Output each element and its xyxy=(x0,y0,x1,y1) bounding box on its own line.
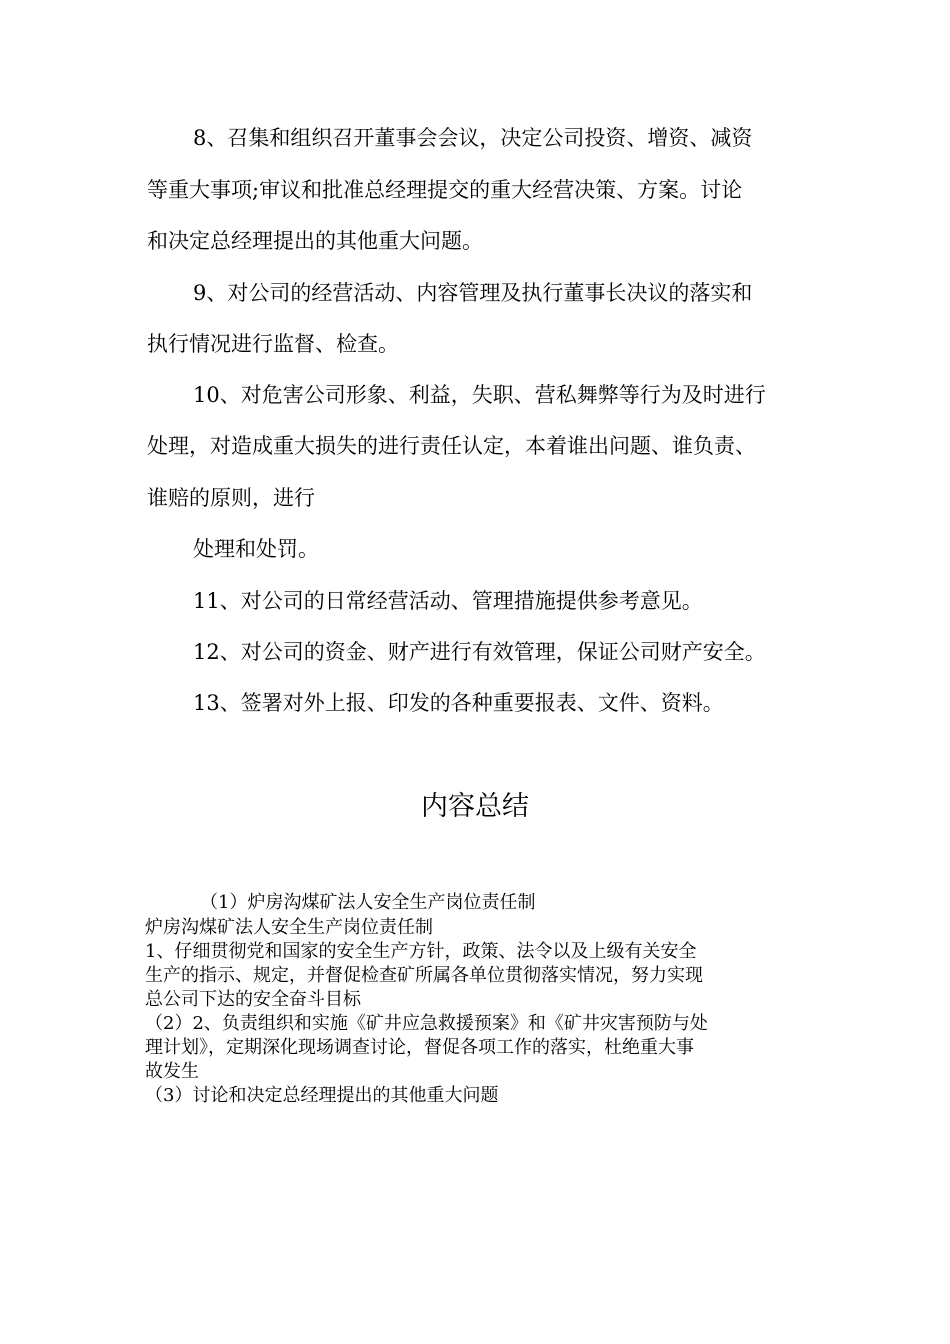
paragraph-9-line-2: 执行情况进行监督、检查。 xyxy=(147,332,399,356)
summary-line-2: 炉房沟煤矿法人安全生产岗位责任制 xyxy=(145,917,433,938)
summary-line-3: 1、仔细贯彻党和国家的安全生产方针，政策、法令以及上级有关安全 xyxy=(145,941,697,962)
summary-line-8: 故发生 xyxy=(145,1061,199,1082)
summary-line-1: （1）炉房沟煤矿法人安全生产岗位责任制 xyxy=(200,892,536,913)
summary-title: 内容总结 xyxy=(421,791,529,822)
paragraph-12: 12、对公司的资金、财产进行有效管理，保证公司财产安全。 xyxy=(193,640,766,664)
paragraph-9-line-1: 9、对公司的经营活动、内容管理及执行董事长决议的落实和 xyxy=(193,281,753,305)
paragraph-10-line-2: 处理，对造成重大损失的进行责任认定，本着谁出问题、谁负责、 xyxy=(147,434,756,458)
summary-line-5: 总公司下达的安全奋斗目标 xyxy=(145,989,361,1010)
paragraph-8-line-1: 8、召集和组织召开董事会会议，决定公司投资、增资、减资 xyxy=(193,126,753,150)
paragraph-11: 11、对公司的日常经营活动、管理措施提供参考意见。 xyxy=(193,589,703,613)
summary-line-7: 理计划》，定期深化现场调查讨论，督促各项工作的落实，杜绝重大事 xyxy=(145,1037,694,1058)
paragraph-10-line-3: 谁赔的原则，进行 xyxy=(147,486,315,510)
paragraph-8-line-3: 和决定总经理提出的其他重大问题。 xyxy=(147,229,483,253)
summary-line-4: 生产的指示、规定，并督促检查矿所属各单位贯彻落实情况，努力实现 xyxy=(145,965,703,986)
paragraph-10-line-1: 10、对危害公司形象、利益，失职、营私舞弊等行为及时进行 xyxy=(193,383,766,407)
summary-line-9: （3）讨论和决定总经理提出的其他重大问题 xyxy=(145,1085,499,1106)
paragraph-10-line-4: 处理和处罚。 xyxy=(193,537,319,561)
summary-line-6: （2）2、负责组织和实施《矿井应急救援预案》和《矿井灾害预防与处 xyxy=(145,1013,708,1034)
paragraph-8-line-2: 等重大事项;审议和批准总经理提交的重大经营决策、方案。讨论 xyxy=(147,178,743,202)
paragraph-13: 13、签署对外上报、印发的各种重要报表、文件、资料。 xyxy=(193,691,724,715)
